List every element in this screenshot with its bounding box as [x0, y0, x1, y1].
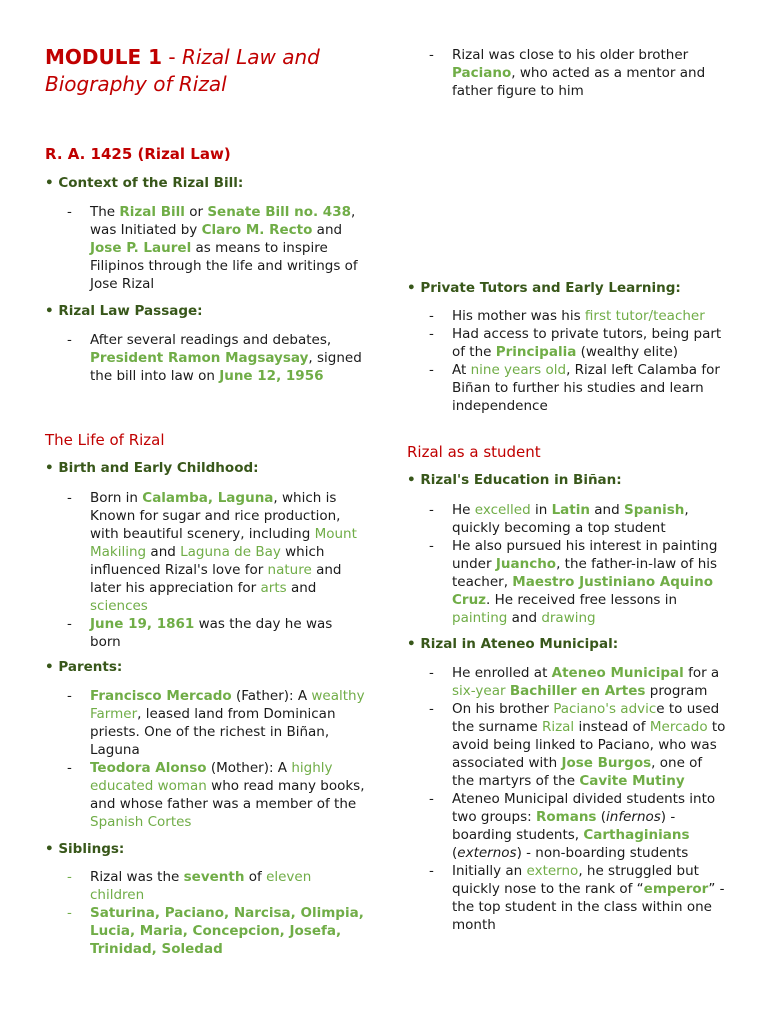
list-item: - His mother was his first tutor/teacher [407, 307, 727, 325]
passage-heading: • Rizal Law Passage: [45, 303, 203, 319]
list-item: - At nine years old, Rizal left Calamba for Biñan to further his studies and learn independence [407, 361, 727, 415]
module-title [45, 44, 320, 98]
list-item: - Ateneo Municipal divided students into two groups: Romans (infernos) - boarding students, Carthaginians (externos) - non-boarding students [407, 790, 727, 862]
list-item: - He also pursued his interest in painting under Juancho, the father-in-law of his teacher, Maestro Justiniano Aquino Cruz. He received free lessons in painting and drawing [407, 537, 727, 627]
module-label: MODULE 1 [45, 45, 163, 69]
siblings-heading: • Siblings: [45, 841, 125, 857]
paciano-list [407, 46, 727, 100]
birth-list [45, 489, 365, 651]
binan-heading: • Rizal's Education in Biñan: [407, 472, 622, 488]
list-item: - Had access to private tutors, being part of the Principalia (wealthy elite) [407, 325, 727, 361]
list-item: - Rizal was the seventh of eleven children [45, 868, 365, 904]
binan-list [407, 501, 727, 627]
list-item: - The Rizal Bill or Senate Bill no. 438, was Initiated by Claro M. Recto and Jose P. Laurel as means to inspire Filipinos through the life and writings of Jose Rizal [45, 203, 365, 293]
list-item: - Teodora Alonso (Mother): A highly educated woman who read many books, and whose father was a member of the Spanish Cortes [45, 759, 365, 831]
life-heading: The Life of Rizal [45, 431, 165, 449]
list-item: - He excelled in Latin and Spanish, quickly becoming a top student [407, 501, 727, 537]
title-subtitle-2: Biography of Rizal [45, 72, 227, 96]
parents-list [45, 687, 365, 831]
ateneo-list [407, 664, 727, 934]
tutors-heading: • Private Tutors and Early Learning: [407, 280, 681, 296]
list-item: - Born in Calamba, Laguna, which is Known for sugar and rice production, with beautiful scenery, including Mount Makiling and Laguna de Bay which influenced Rizal's love for nature and later his appreciation for arts and sciences [45, 489, 365, 615]
student-heading: Rizal as a student [407, 443, 541, 461]
context-heading: • Context of the Rizal Bill: [45, 175, 244, 191]
title-separator: - [162, 45, 182, 69]
list-item: - Francisco Mercado (Father): A wealthy Farmer, leased land from Dominican priests. One of the richest in Biñan, Laguna [45, 687, 365, 759]
title-subtitle-1: Rizal Law and [181, 45, 320, 69]
list-item: - On his brother Paciano's advice to used the surname Rizal instead of Mercado to avoid being linked to Paciano, who was associated with Jose Burgos, one of the martyrs of the Cavite Mutiny [407, 700, 727, 790]
ateneo-heading: • Rizal in Ateneo Municipal: [407, 636, 619, 652]
context-list [45, 203, 365, 293]
birth-heading: • Birth and Early Childhood: [45, 460, 259, 476]
list-item: - Initially an externo, he struggled but quickly nose to the rank of “emperor” - the top student in the class within one month [407, 862, 727, 934]
list-item: - After several readings and debates, President Ramon Magsaysay, signed the bill into law on June 12, 1956 [45, 331, 365, 385]
rizal-law-heading: R. A. 1425 (Rizal Law) [45, 145, 231, 163]
siblings-list [45, 868, 365, 958]
list-item: - Rizal was close to his older brother Paciano, who acted as a mentor and father figure to him [407, 46, 727, 100]
tutors-list [407, 307, 727, 415]
list-item: - June 19, 1861 was the day he was born [45, 615, 365, 651]
passage-list [45, 331, 365, 385]
parents-heading: • Parents: [45, 659, 123, 675]
list-item: - He enrolled at Ateneo Municipal for a six-year Bachiller en Artes program [407, 664, 727, 700]
list-item: - Saturina, Paciano, Narcisa, Olimpia, Lucia, Maria, Concepcion, Josefa, Trinidad, Soledad [45, 904, 365, 958]
